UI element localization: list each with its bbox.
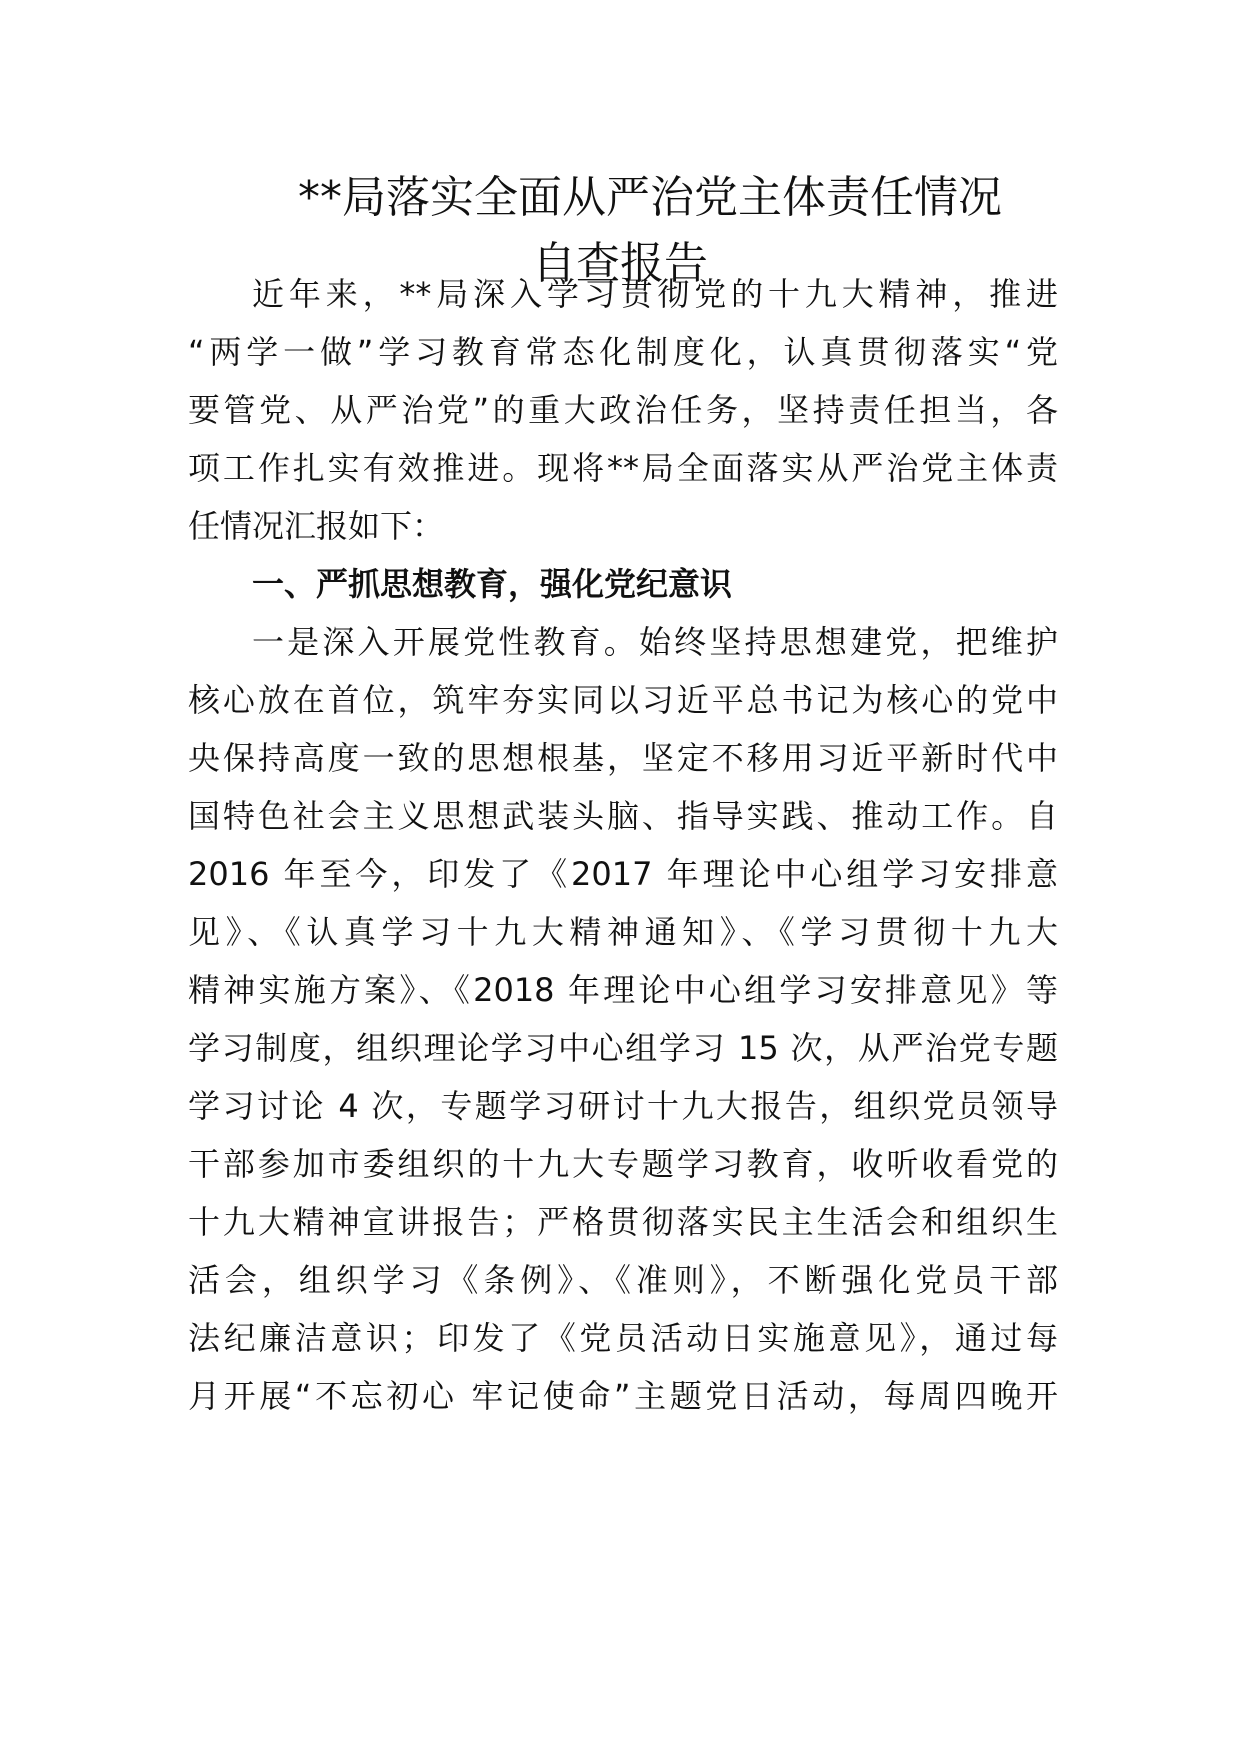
intro-line: 项工作扎实有效推进。现将**局全面落实从严治党主体责 xyxy=(188,449,1058,487)
intro-line: 近年来，**局深入学习贯彻党的十九大精神，推进 xyxy=(252,275,1058,313)
intro-line: 任情况汇报如下： xyxy=(188,507,445,545)
document-title-line-1: **局落实全面从严治党主体责任情况 xyxy=(298,172,1002,223)
body-line: 一是深入开展党性教育。始终坚持思想建党，把维护 xyxy=(252,623,1058,661)
body-line: 学习制度，组织理论学习中心组学习 15 次，从严治党专题 xyxy=(188,1029,1058,1067)
intro-line: 要管党、从严治党”的重大政治任务，坚持责任担当，各 xyxy=(188,391,1058,429)
body-line: 2016 年至今，印发了《2017 年理论中心组学习安排意 xyxy=(188,855,1058,893)
body-line: 月开展“不忘初心 牢记使命”主题党日活动，每周四晚开 xyxy=(188,1377,1058,1415)
body-line: 见》、《认真学习十九大精神通知》、《学习贯彻十九大 xyxy=(188,913,1058,951)
intro-line: “两学一做”学习教育常态化制度化，认真贯彻落实“党 xyxy=(188,333,1058,371)
body-line: 干部参加市委组织的十九大专题学习教育，收听收看党的 xyxy=(188,1145,1058,1183)
body-line: 十九大精神宣讲报告；严格贯彻落实民主生活会和组织生 xyxy=(188,1203,1058,1241)
document-title-line-2: 自查报告 xyxy=(532,238,708,289)
body-line: 法纪廉洁意识；印发了《党员活动日实施意见》，通过每 xyxy=(188,1319,1058,1357)
body-line: 央保持高度一致的思想根基，坚定不移用习近平新时代中 xyxy=(188,739,1058,777)
body-line: 国特色社会主义思想武装头脑、指导实践、推动工作。自 xyxy=(188,797,1058,835)
body-line: 学习讨论 4 次，专题学习研讨十九大报告，组织党员领导 xyxy=(188,1087,1058,1125)
body-line: 活会，组织学习《条例》、《准则》，不断强化党员干部 xyxy=(188,1261,1058,1299)
section-heading: 一、严抓思想教育，强化党纪意识 xyxy=(252,565,733,603)
body-line: 精神实施方案》、《2018 年理论中心组学习安排意见》等 xyxy=(188,971,1058,1009)
body-line: 核心放在首位，筑牢夯实同以习近平总书记为核心的党中 xyxy=(188,681,1058,719)
